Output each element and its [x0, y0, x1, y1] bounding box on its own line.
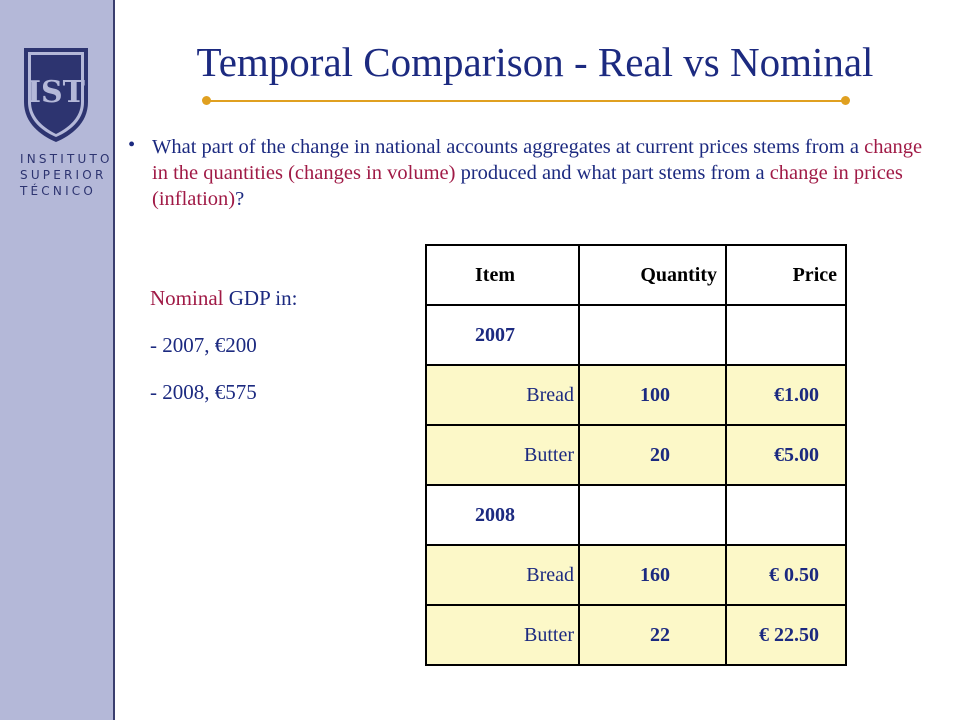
year-label: 2008 — [426, 485, 579, 545]
bullet-part2: produced and what part stems from a — [455, 162, 770, 184]
quantity-cell: 22 — [579, 605, 726, 665]
underline-left-dot — [202, 96, 211, 105]
header-item: Item — [426, 245, 579, 305]
bullet-text — [152, 134, 942, 212]
year-label: 2007 — [426, 305, 579, 365]
quantity-cell: 100 — [579, 365, 726, 425]
year-row-2007 — [426, 305, 846, 365]
logo-text-line2: SUPERIOR — [20, 168, 107, 182]
price-cell: €1.00 — [726, 365, 846, 425]
table-row — [426, 605, 846, 665]
item-cell: Bread — [426, 365, 579, 425]
ist-logo-shield-icon — [20, 44, 92, 144]
bullet-marker: • — [128, 134, 136, 156]
bullet-highlight-prices: change in prices (inflation) — [152, 162, 903, 210]
price-cell: €5.00 — [726, 425, 846, 485]
item-cell: Butter — [426, 425, 579, 485]
item-cell: Bread — [426, 545, 579, 605]
gdp-line-2008: - 2008, €575 — [150, 380, 257, 404]
gdp-line-2007: - 2007, €200 — [150, 333, 257, 357]
underline-right-dot — [841, 96, 850, 105]
sidebar-divider — [113, 0, 115, 720]
bullet-part3: ? — [235, 188, 245, 210]
logo-text-line1: INSTITUTO — [20, 152, 113, 166]
gdp-label — [150, 286, 297, 333]
nominal-gdp-block — [150, 286, 297, 427]
quantity-price-table — [425, 244, 847, 666]
header-price: Price — [726, 245, 846, 305]
quantity-cell: 160 — [579, 545, 726, 605]
header-quantity: Quantity — [579, 245, 726, 305]
bullet-part1: What part of the change in national accounts aggregates at current prices stems from a — [152, 136, 865, 158]
logo-text-line3: TÉCNICO — [20, 184, 97, 198]
item-cell: Butter — [426, 605, 579, 665]
table-row — [426, 365, 846, 425]
table-row — [426, 425, 846, 485]
title-underline — [206, 100, 846, 102]
price-cell: € 0.50 — [726, 545, 846, 605]
price-cell: € 22.50 — [726, 605, 846, 665]
slide-title: Temporal Comparison - Real vs Nominal — [196, 39, 874, 85]
gdp-label-rest: GDP in: — [223, 286, 298, 310]
bullet-highlight-quantities: change in the quantities (changes in volume) — [152, 136, 923, 184]
gdp-label-highlight: Nominal — [150, 286, 224, 310]
table-header-row — [426, 245, 846, 305]
year-row-2008 — [426, 485, 846, 545]
table-row — [426, 545, 846, 605]
svg-text:IST: IST — [26, 75, 86, 110]
sidebar — [0, 0, 113, 720]
quantity-cell: 20 — [579, 425, 726, 485]
